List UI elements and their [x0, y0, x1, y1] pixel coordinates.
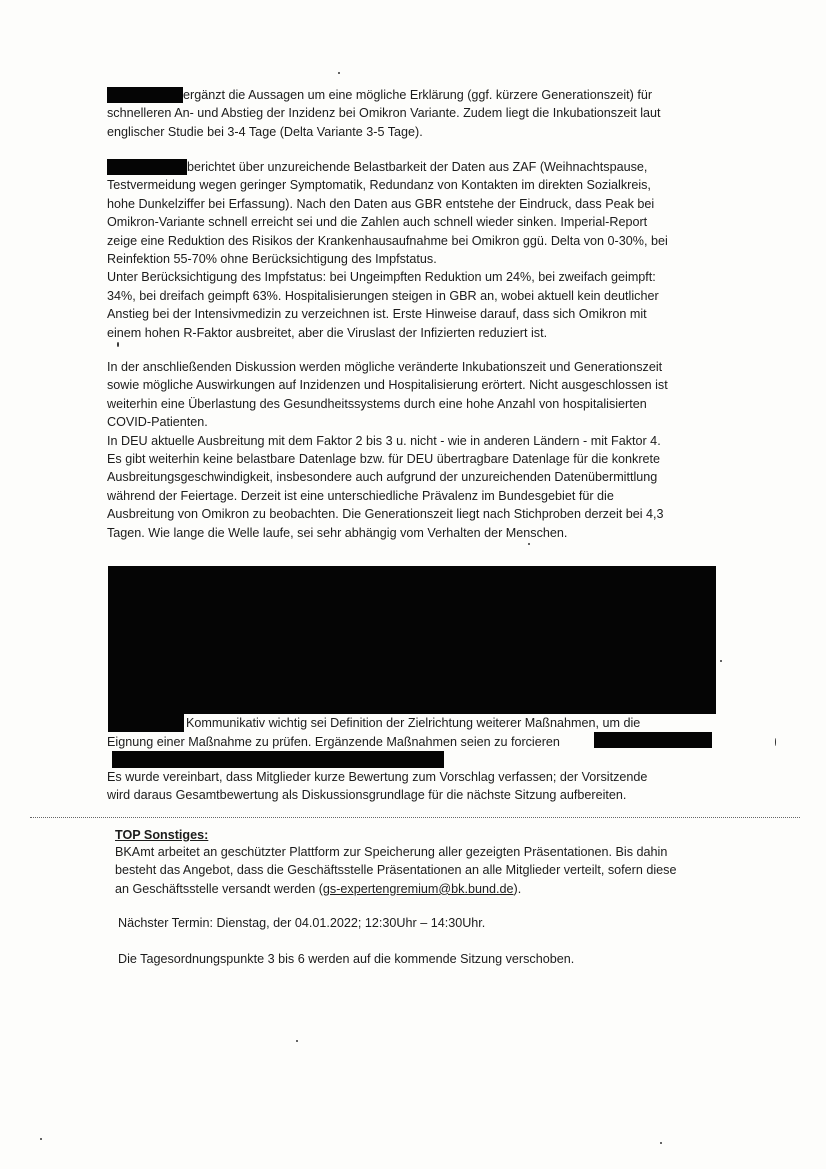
text-line: BKAmt arbeitet an geschützter Plattform zur Speicherung aller gezeigten Präsentationen. Bis dahin	[115, 845, 668, 859]
section-divider	[30, 817, 800, 818]
text-line: Ausbreitungsgeschwindigkeit, insbesondere auch aufgrund der unzureichenden Datenübermittlung	[107, 470, 658, 485]
redaction-box	[107, 87, 183, 103]
text-line: Es gibt weiterhin keine belastbare Datenlage bzw. für DEU übertragbare Datenlage für die konkrete	[107, 452, 661, 467]
text-line: sowie mögliche Auswirkungen auf Inzidenzen und Hospitalisierung erörtert. Nicht ausgeschlossen ist	[107, 378, 668, 393]
text-line: Es wurde vereinbart, dass Mitglieder kurze Bewertung zum Vorschlag verfassen; der Vorsitzende	[107, 770, 648, 784]
postponed-items	[118, 950, 728, 968]
text-line: In der anschließenden Diskussion werden mögliche veränderte Inkubationszeit und Generationszeit	[107, 360, 663, 374]
scan-speck	[338, 72, 340, 74]
paragraph-agreement	[107, 768, 717, 805]
redaction-box	[112, 751, 444, 768]
scan-speck	[40, 1138, 42, 1140]
redaction-block	[108, 566, 716, 714]
paragraph-zaf-data	[107, 158, 717, 342]
scan-speck	[775, 738, 776, 746]
paragraph-discussion	[107, 358, 717, 542]
text-line: Die Tagesordnungspunkte 3 bis 6 werden auf die kommende Sitzung verschoben.	[118, 952, 575, 966]
text-line: einem hohen R-Faktor ausbreitet, aber die Viruslast der Infizierten reduziert ist.	[107, 325, 548, 340]
scan-speck	[660, 1142, 662, 1144]
paragraph-communication-line2	[107, 733, 597, 751]
redaction-box	[108, 714, 184, 732]
text-line: während der Feiertage. Derzeit ist eine unterschiedliche Prävalenz im Bundesgebiet für die	[107, 488, 614, 503]
text-line: Tagen. Wie lange die Welle laufe, sei sehr abhängig vom Verhalten der Menschen.	[107, 525, 568, 540]
paragraph-incubation	[107, 86, 717, 141]
paragraph-platform	[115, 843, 735, 898]
redaction-box	[107, 159, 187, 175]
scan-speck	[117, 342, 119, 347]
scan-speck	[720, 660, 722, 662]
text-line: weiterhin eine Überlastung des Gesundheitssystems durch eine hohe Anzahl von hospitalisierten	[107, 396, 647, 411]
scan-speck	[296, 1040, 298, 1042]
text-line: Unter Berücksichtigung des Impfstatus: bei Ungeimpften Reduktion um 24%, bei zweifach geimpft:	[107, 270, 656, 285]
text-line: Reinfektion 55-70% ohne Berücksichtigung des Impfstatus.	[107, 252, 437, 267]
text-line: Anstieg bei der Intensivmedizin zu verzeichnen ist. Erste Hinweise darauf, dass sich Omikron mit	[107, 307, 647, 322]
next-meeting	[118, 914, 728, 932]
text-line: Testvermeidung wegen geringer Symptomatik, Redundanz von Kontakten im direkten Sozialkreis,	[107, 178, 651, 193]
redaction-box	[594, 732, 712, 748]
text-line: ).	[513, 881, 522, 896]
text-line: Nächster Termin: Dienstag, der 04.01.2022; 12:30Uhr – 14:30Uhr.	[118, 916, 486, 930]
text-line: hohe Dunkelziffer bei Erfassung). Nach den Daten aus GBR entstehe der Eindruck, dass Peak bei	[107, 196, 655, 211]
text-line: schnelleren An- und Abstieg der Inzidenz bei Omikron Variante. Zudem liegt die Inkubationszeit laut	[107, 106, 661, 121]
text-line: englischer Studie bei 3-4 Tage (Delta Variante 3-5 Tage).	[107, 124, 423, 139]
text-line: Omikron-Variante schnell erreicht sei und die Zahlen auch schnell wieder sinken. Imperial-Report	[107, 215, 648, 230]
text-line: Kommunikativ wichtig sei Definition der Zielrichtung weiterer Maßnahmen, um die	[186, 716, 641, 730]
text-line: Eignung einer Maßnahme zu prüfen. Ergänzende Maßnahmen seien zu forcieren	[107, 735, 560, 749]
text-line: In DEU aktuelle Ausbreitung mit dem Faktor 2 bis 3 u. nicht - wie in anderen Ländern - mit Faktor 4.	[107, 433, 661, 448]
scan-speck	[528, 543, 530, 545]
text-line: wird daraus Gesamtbewertung als Diskussionsgrundlage für die nächste Sitzung aufbereiten.	[107, 788, 627, 803]
text-line: berichtet über unzureichende Belastbarkeit der Daten aus ZAF (Weihnachtspause,	[187, 160, 648, 174]
section-heading	[115, 826, 725, 844]
text-line: 34%, bei dreifach geimpft 63%. Hospitalisierungen steigen in GBR an, wobei aktuell kein deutlicher	[107, 288, 659, 303]
text-line: COVID-Patienten.	[107, 415, 208, 430]
paragraph-communication-line1	[186, 714, 716, 732]
text-line: zeige eine Reduktion des Risikos der Krankenhausaufnahme bei Omikron ggü. Delta von 0-30%, bei	[107, 233, 668, 248]
text-line: ergänzt die Aussagen um eine mögliche Erklärung (ggf. kürzere Generationszeit) für	[183, 88, 653, 102]
heading-text: TOP Sonstiges:	[115, 828, 209, 842]
text-line: Ausbreitung von Omikron zu beobachten. Die Generationszeit liegt nach Stichproben derzeit bei 4,3	[107, 507, 664, 522]
text-line: an Geschäftsstelle versandt werden (	[115, 881, 323, 896]
text-line: besteht das Angebot, dass die Geschäftsstelle Präsentationen an alle Mitglieder verteilt, sofern diese	[115, 863, 677, 878]
email-link[interactable]: gs-expertengremium@bk.bund.de	[322, 881, 514, 896]
